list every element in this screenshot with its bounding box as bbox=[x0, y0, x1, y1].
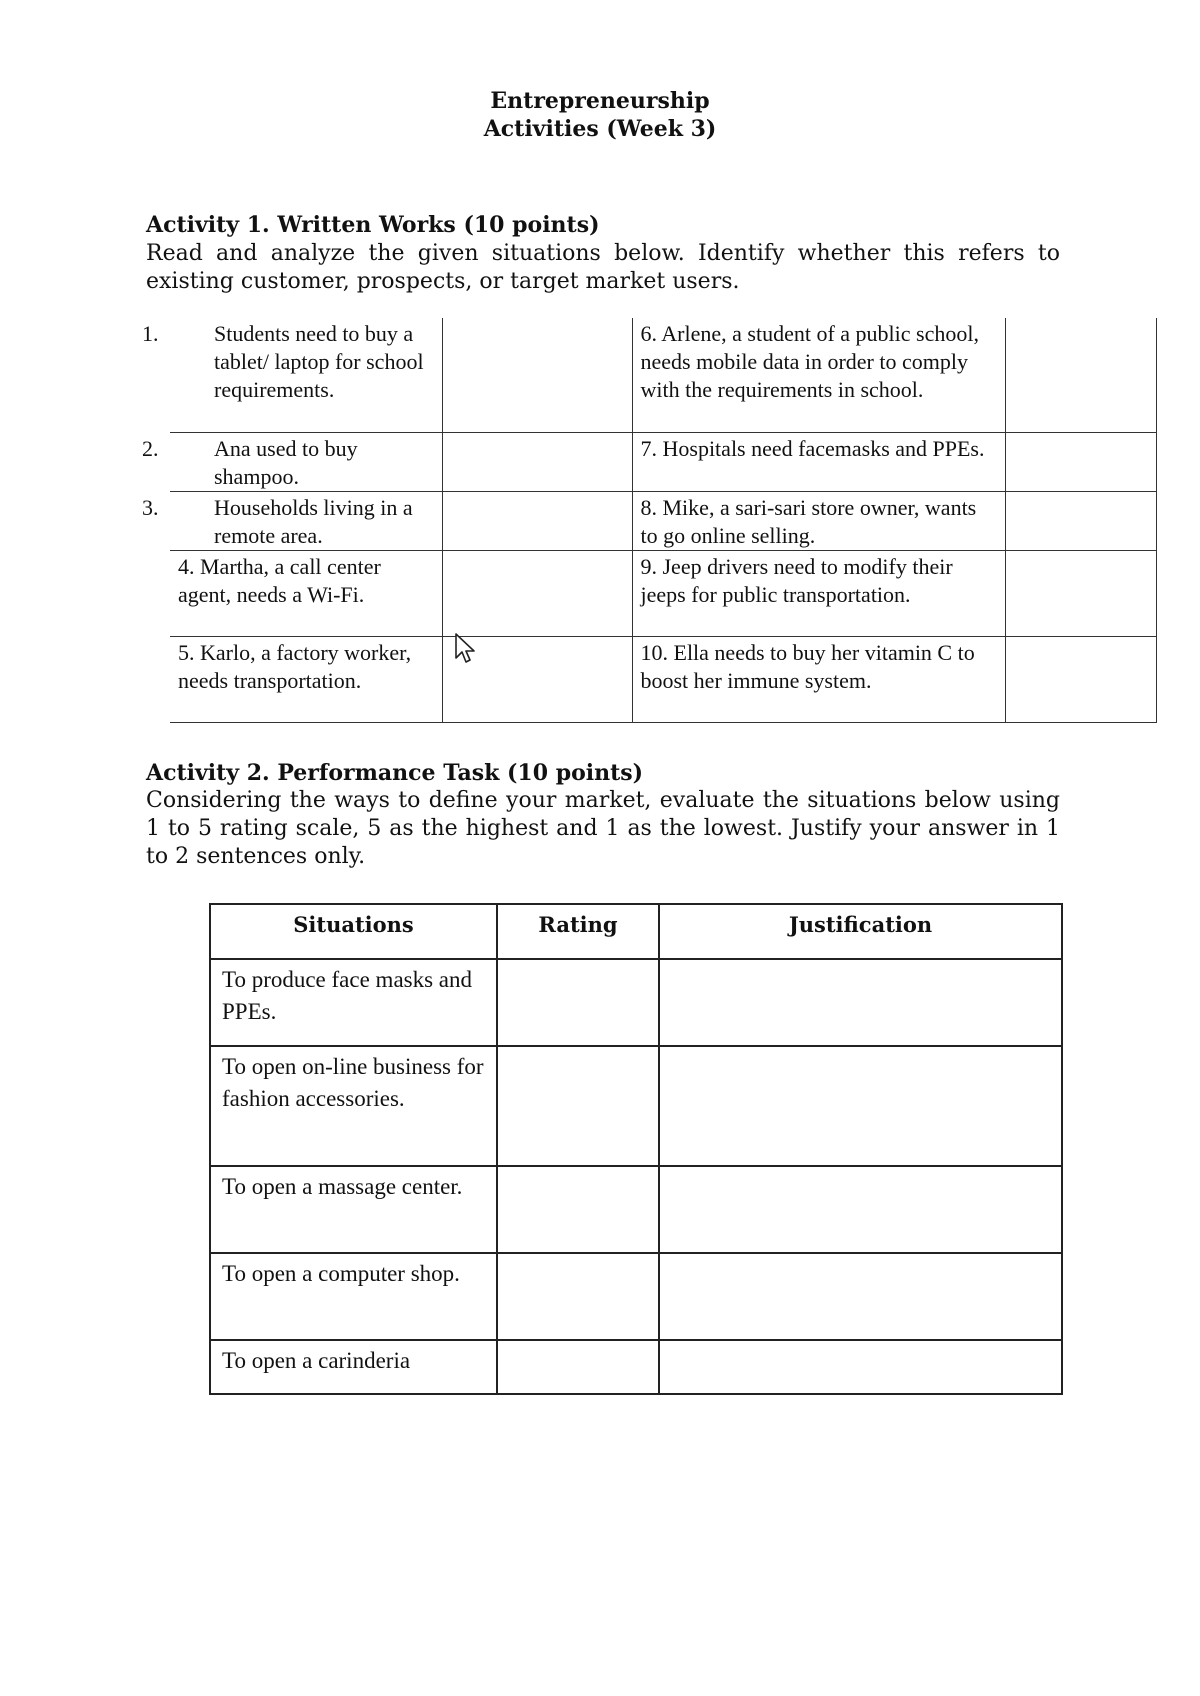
activity1-instructions: Read and analyze the given situations below. Identify whether this refers to existing customer, prospects, or target market users. bbox=[146, 241, 1060, 294]
activity2-heading: Activity 2. Performance Task (10 points) bbox=[146, 760, 644, 786]
table-row bbox=[210, 959, 1062, 1046]
column-header-situations: Situations bbox=[210, 904, 497, 959]
table-row bbox=[210, 1253, 1062, 1340]
answer-cell[interactable] bbox=[1005, 491, 1156, 550]
situation-cell: 1. Students need to buy a tablet/ laptop for school requirements. bbox=[170, 318, 442, 432]
table-row bbox=[210, 1046, 1062, 1166]
activity2-instructions: Considering the ways to define your market, evaluate the situations below using 1 to 5 rating scale, 5 as the highest and 1 as the lowest. Justify your answer in 1 to 2 sentences only. bbox=[146, 788, 1060, 869]
situation-cell: 4. Martha, a call center agent, needs a Wi-Fi. bbox=[170, 550, 442, 636]
column-header-rating: Rating bbox=[497, 904, 659, 959]
answer-cell[interactable] bbox=[442, 550, 632, 636]
situation-cell: 8. Mike, a sari-sari store owner, wants to go online selling. bbox=[632, 491, 1005, 550]
mouse-pointer-icon bbox=[455, 633, 477, 665]
table-row bbox=[210, 1340, 1062, 1394]
answer-cell[interactable] bbox=[442, 318, 632, 432]
justification-cell[interactable] bbox=[659, 959, 1062, 1046]
justification-cell[interactable] bbox=[659, 1166, 1062, 1253]
situation-cell: To open a carinderia bbox=[210, 1340, 497, 1394]
table-header-row bbox=[210, 904, 1062, 959]
page-subtitle: Activities (Week 3) bbox=[483, 116, 717, 142]
table-row bbox=[170, 636, 1156, 722]
situation-cell: 2. Ana used to buy shampoo. bbox=[170, 432, 442, 491]
answer-cell[interactable] bbox=[442, 432, 632, 491]
table-row bbox=[170, 318, 1156, 432]
situation-cell: 6. Arlene, a student of a public school, needs mobile data in order to comply with the requirements in school. bbox=[632, 318, 1005, 432]
activity2-table bbox=[209, 903, 1063, 1395]
answer-cell[interactable] bbox=[1005, 432, 1156, 491]
situation-cell: To open a computer shop. bbox=[210, 1253, 497, 1340]
justification-cell[interactable] bbox=[659, 1046, 1062, 1166]
justification-cell[interactable] bbox=[659, 1253, 1062, 1340]
activity1-table bbox=[142, 318, 1157, 723]
activity1-heading: Activity 1. Written Works (10 points) bbox=[146, 212, 600, 238]
table-row bbox=[210, 1166, 1062, 1253]
situation-cell: To open a massage center. bbox=[210, 1166, 497, 1253]
table-row bbox=[170, 432, 1156, 491]
situation-cell: To produce face masks and PPEs. bbox=[210, 959, 497, 1046]
rating-cell[interactable] bbox=[497, 1340, 659, 1394]
answer-cell[interactable] bbox=[442, 491, 632, 550]
rating-cell[interactable] bbox=[497, 1166, 659, 1253]
page-title: Entrepreneurship bbox=[490, 88, 710, 114]
answer-cell[interactable] bbox=[1005, 636, 1156, 722]
situation-cell: 9. Jeep drivers need to modify their jeeps for public transportation. bbox=[632, 550, 1005, 636]
situation-cell: 7. Hospitals need facemasks and PPEs. bbox=[632, 432, 1005, 491]
table-row bbox=[170, 491, 1156, 550]
column-header-justification: Justification bbox=[659, 904, 1062, 959]
rating-cell[interactable] bbox=[497, 1046, 659, 1166]
answer-cell[interactable] bbox=[1005, 550, 1156, 636]
rating-cell[interactable] bbox=[497, 1253, 659, 1340]
situation-cell: To open on-line business for fashion accessories. bbox=[210, 1046, 497, 1166]
situation-cell: 3. Households living in a remote area. bbox=[170, 491, 442, 550]
answer-cell[interactable] bbox=[1005, 318, 1156, 432]
situation-cell: 5. Karlo, a factory worker, needs transportation. bbox=[170, 636, 442, 722]
situation-cell: 10. Ella needs to buy her vitamin C to boost her immune system. bbox=[632, 636, 1005, 722]
justification-cell[interactable] bbox=[659, 1340, 1062, 1394]
table-row bbox=[170, 550, 1156, 636]
rating-cell[interactable] bbox=[497, 959, 659, 1046]
